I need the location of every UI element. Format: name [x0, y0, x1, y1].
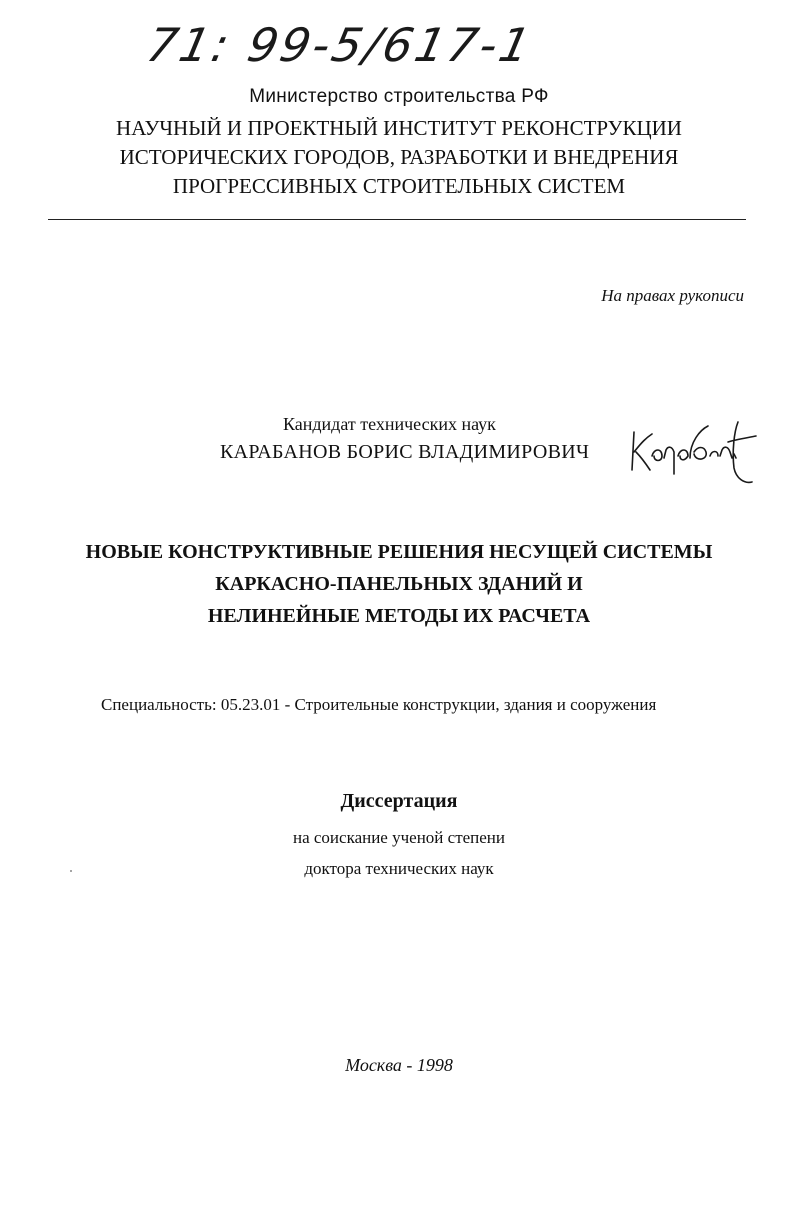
ministry-name: Министерство строительства РФ [249, 86, 549, 107]
institute-name [0, 114, 798, 201]
institute-line: ИСТОРИЧЕСКИХ ГОРОДОВ, РАЗРАБОТКИ И ВНЕДРЕНИЯ [119, 145, 679, 169]
place-year: Москва - 1998 [345, 1055, 453, 1075]
degree-sought-line-2: доктора технических наук [304, 859, 494, 878]
scan-speck [70, 870, 72, 872]
title-line: КАРКАСНО-ПАНЕЛЬНЫХ ЗДАНИЙ И [215, 573, 583, 595]
signature-image [624, 412, 760, 492]
title-line: НОВЫЕ КОНСТРУКТИВНЫЕ РЕШЕНИЯ НЕСУЩЕЙ СИСТЕМЫ [85, 541, 713, 563]
dissertation-title [0, 536, 798, 632]
dissertation-label: Диссертация [340, 790, 458, 812]
rights-note: На правах рукописи [601, 286, 744, 305]
header-divider [48, 219, 746, 220]
institute-line: ПРОГРЕССИВНЫХ СТРОИТЕЛЬНЫХ СИСТЕМ [172, 174, 626, 198]
title-line: НЕЛИНЕЙНЫЕ МЕТОДЫ ИХ РАСЧЕТА [207, 605, 591, 627]
institute-line: НАУЧНЫЙ И ПРОЕКТНЫЙ ИНСТИТУТ РЕКОНСТРУКЦИИ [116, 116, 682, 140]
degree-sought-line-1: на соискание ученой степени [292, 828, 506, 847]
specialty-line: Специальность: 05.23.01 - Строительные конструкции, здания и сооружения [101, 695, 657, 714]
archive-code-handwritten: 71: 99-5/617-1 [142, 18, 538, 72]
author-name: КАРАБАНОВ БОРИС ВЛАДИМИРОВИЧ [220, 441, 590, 463]
author-degree: Кандидат технических наук [283, 414, 496, 434]
